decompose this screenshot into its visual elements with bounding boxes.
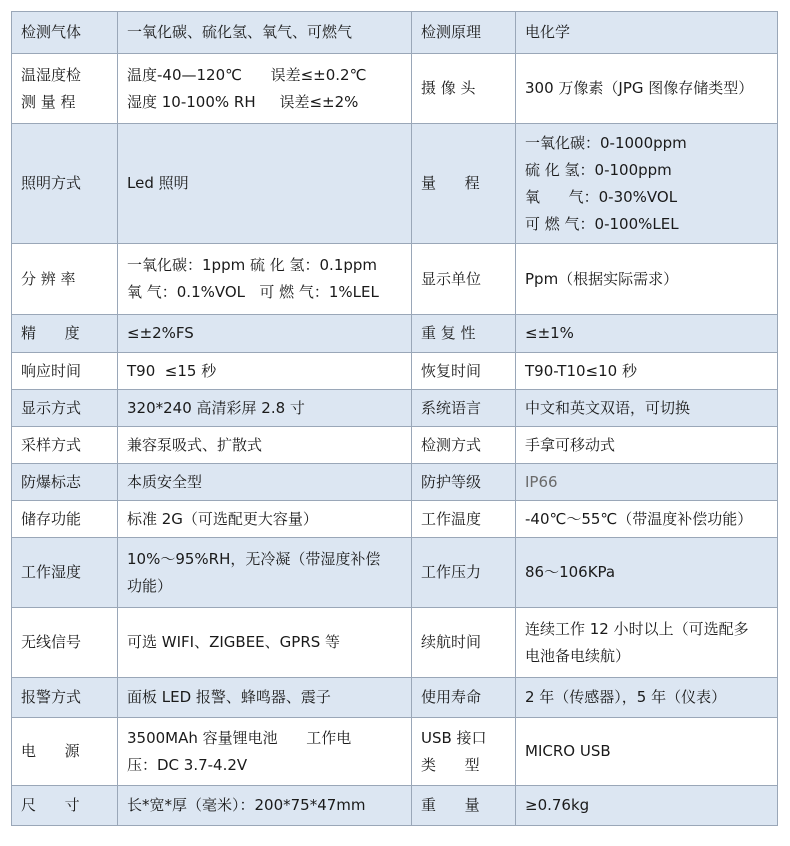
cell-label: 防护等级 bbox=[412, 464, 516, 501]
cell-label: 响应时间 bbox=[12, 353, 118, 390]
table-row-alarm bbox=[12, 678, 778, 718]
cell-value: Ppm（根据实际需求） bbox=[516, 244, 778, 315]
cell-label: 系统语言 bbox=[412, 390, 516, 427]
cell-label: 检测气体 bbox=[12, 12, 118, 54]
cell-label: 采样方式 bbox=[12, 427, 118, 464]
cell-value: IP66 bbox=[516, 464, 778, 501]
table-row-display bbox=[12, 390, 778, 427]
table-row-wireless bbox=[12, 608, 778, 678]
cell-label: 量 程 bbox=[412, 124, 516, 244]
cell-value: ≥0.76kg bbox=[516, 786, 778, 826]
table-row-humidity bbox=[12, 538, 778, 608]
cell-label: 检测方式 bbox=[412, 427, 516, 464]
cell-value: 320*240 高清彩屏 2.8 寸 bbox=[118, 390, 412, 427]
table-row-sampling bbox=[12, 427, 778, 464]
cell-label: 工作湿度 bbox=[12, 538, 118, 608]
table-row-response-time bbox=[12, 353, 778, 390]
cell-value: 标准 2G（可选配更大容量） bbox=[118, 501, 412, 538]
spec-table bbox=[11, 11, 778, 826]
table-row-detection-gas bbox=[12, 12, 778, 54]
table-row-temp-humidity bbox=[12, 54, 778, 124]
cell-value: 长*宽*厚（毫米）：200*75*47mm bbox=[118, 786, 412, 826]
cell-value: MICRO USB bbox=[516, 718, 778, 786]
cell-label: 工作温度 bbox=[412, 501, 516, 538]
cell-value: 3500MAh 容量锂电池 工作电 压：DC 3.7-4.2V bbox=[118, 718, 412, 786]
cell-label: 重 量 bbox=[412, 786, 516, 826]
cell-value: 2 年（传感器），5 年（仪表） bbox=[516, 678, 778, 718]
cell-label: 显示单位 bbox=[412, 244, 516, 315]
table-row-storage bbox=[12, 501, 778, 538]
cell-label: 温湿度检 测 量 程 bbox=[12, 54, 118, 124]
cell-value: T90-T10≤10 秒 bbox=[516, 353, 778, 390]
cell-label: 工作压力 bbox=[412, 538, 516, 608]
cell-label: 续航时间 bbox=[412, 608, 516, 678]
spec-sheet bbox=[11, 11, 777, 826]
cell-value: 一氧化碳：0-1000ppm 硫 化 氢：0-100ppm 氧 气：0-30%VOL 可 燃 气：0-100%LEL bbox=[516, 124, 778, 244]
cell-value: ≤±2%FS bbox=[118, 315, 412, 353]
cell-value: 86～106KPa bbox=[516, 538, 778, 608]
cell-label: 尺 寸 bbox=[12, 786, 118, 826]
cell-label: 重 复 性 bbox=[412, 315, 516, 353]
table-row-resolution bbox=[12, 244, 778, 315]
cell-value: -40℃～55℃（带温度补偿功能） bbox=[516, 501, 778, 538]
cell-value: 300 万像素（JPG 图像存储类型） bbox=[516, 54, 778, 124]
cell-value: 本质安全型 bbox=[118, 464, 412, 501]
table-row-explosion-proof bbox=[12, 464, 778, 501]
table-row-lighting bbox=[12, 124, 778, 244]
cell-value: 手拿可移动式 bbox=[516, 427, 778, 464]
cell-value: 一氧化碳、硫化氢、氧气、可燃气 bbox=[118, 12, 412, 54]
cell-label: 分 辨 率 bbox=[12, 244, 118, 315]
cell-value: 面板 LED 报警、蜂鸣器、震子 bbox=[118, 678, 412, 718]
cell-label: 摄 像 头 bbox=[412, 54, 516, 124]
cell-label: 精 度 bbox=[12, 315, 118, 353]
cell-label: 储存功能 bbox=[12, 501, 118, 538]
cell-value: 一氧化碳：1ppm 硫 化 氢：0.1ppm 氧 气：0.1%VOL 可 燃 气：1%LEL bbox=[118, 244, 412, 315]
cell-label: 防爆标志 bbox=[12, 464, 118, 501]
cell-label: 显示方式 bbox=[12, 390, 118, 427]
cell-value: Led 照明 bbox=[118, 124, 412, 244]
cell-label: 恢复时间 bbox=[412, 353, 516, 390]
cell-value: T90 ≤15 秒 bbox=[118, 353, 412, 390]
table-row-power bbox=[12, 718, 778, 786]
cell-value: 连续工作 12 小时以上（可选配多 电池备电续航） bbox=[516, 608, 778, 678]
cell-value: ≤±1% bbox=[516, 315, 778, 353]
cell-value: 电化学 bbox=[516, 12, 778, 54]
table-row-size bbox=[12, 786, 778, 826]
table-row-accuracy bbox=[12, 315, 778, 353]
cell-value: 中文和英文双语，可切换 bbox=[516, 390, 778, 427]
cell-value: 温度-40—120℃ 误差≤±0.2℃ 湿度 10-100% RH 误差≤±2% bbox=[118, 54, 412, 124]
cell-label: 检测原理 bbox=[412, 12, 516, 54]
cell-value: 兼容泵吸式、扩散式 bbox=[118, 427, 412, 464]
cell-label: 使用寿命 bbox=[412, 678, 516, 718]
cell-label: 无线信号 bbox=[12, 608, 118, 678]
cell-value: 可选 WIFI、ZIGBEE、GPRS 等 bbox=[118, 608, 412, 678]
cell-label: 报警方式 bbox=[12, 678, 118, 718]
cell-label: 照明方式 bbox=[12, 124, 118, 244]
cell-value: 10%～95%RH，无冷凝（带湿度补偿 功能） bbox=[118, 538, 412, 608]
cell-label: 电 源 bbox=[12, 718, 118, 786]
cell-label: USB 接口 类 型 bbox=[412, 718, 516, 786]
